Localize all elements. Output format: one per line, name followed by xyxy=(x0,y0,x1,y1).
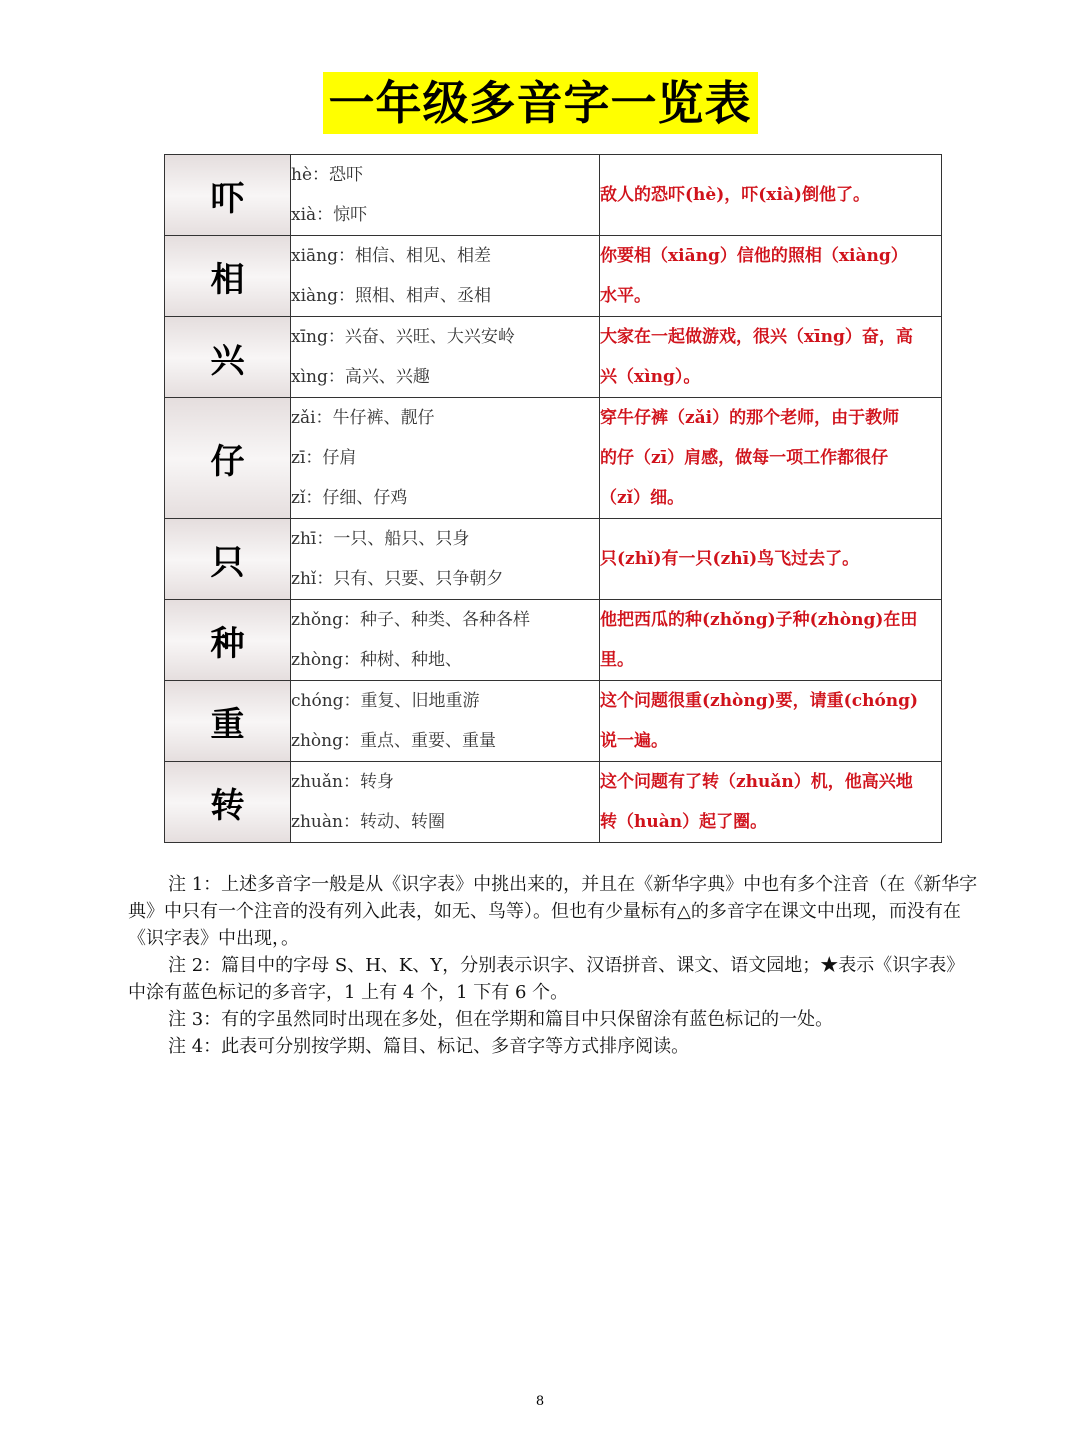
character-cell: 吓 xyxy=(165,155,291,236)
character-cell: 相 xyxy=(165,236,291,317)
sentence-line: 兴（xìng）。 xyxy=(600,367,701,387)
character-cell: 重 xyxy=(165,681,291,762)
notes-section xyxy=(128,871,978,1060)
example-sentence-cell xyxy=(600,155,942,236)
sentence-line: 敌人的恐吓(hè)，吓(xià)倒他了。 xyxy=(600,185,870,205)
example-sentence-cell xyxy=(600,600,942,681)
table-row xyxy=(165,236,942,317)
reading-line: zhǒng：种子、种类、各种各样 xyxy=(291,610,530,630)
sentence-line: 这个问题很重(zhòng)要，请重(chóng) xyxy=(600,691,919,711)
example-sentence-cell xyxy=(600,317,942,398)
sentence-line: 水平。 xyxy=(600,286,651,306)
sentence-line: 他把西瓜的种(zhǒng)子种(zhòng)在田 xyxy=(600,610,918,630)
note-3: 注 3：有的字虽然同时出现在多处，但在学期和篇目中只保留涂有蓝色标记的一处。 xyxy=(168,1009,834,1030)
reading-line: zhuàn：转动、转圈 xyxy=(291,812,445,832)
reading-line: zhòng：种树、种地、 xyxy=(291,650,462,670)
sentence-line: 的仔（zī）肩感，做每一项工作都很仔 xyxy=(600,448,889,468)
character-cell: 兴 xyxy=(165,317,291,398)
reading-line: xiāng：相信、相见、相差 xyxy=(291,246,491,266)
sentence-line: 穿牛仔裤（zǎi）的那个老师，由于教师 xyxy=(600,408,900,428)
reading-line: chóng：重复、旧地重游 xyxy=(291,691,480,711)
character-cell: 转 xyxy=(165,762,291,843)
page-title: 一年级多音字一览表 xyxy=(323,72,758,134)
reading-line: xìng：高兴、兴趣 xyxy=(291,367,430,387)
sentence-line: 你要相（xiāng）信他的照相（xiàng） xyxy=(600,246,908,266)
polyphone-table xyxy=(164,154,942,843)
reading-line: xià：惊吓 xyxy=(291,205,368,225)
example-sentence-cell xyxy=(600,236,942,317)
readings-cell xyxy=(291,398,600,519)
reading-line: zhī：一只、船只、只身 xyxy=(291,529,470,549)
reading-line: hè：恐吓 xyxy=(291,165,364,185)
reading-line: xīng：兴奋、兴旺、大兴安岭 xyxy=(291,327,515,347)
table-row xyxy=(165,398,942,519)
note-4: 注 4：此表可分别按学期、篇目、标记、多音字等方式排序阅读。 xyxy=(168,1036,690,1057)
reading-line: zhǐ：只有、只要、只争朝夕 xyxy=(291,569,504,589)
sentence-line: 说一遍。 xyxy=(600,731,668,751)
table-row xyxy=(165,600,942,681)
table-row xyxy=(165,681,942,762)
sentence-line: 只(zhǐ)有一只(zhī)鸟飞过去了。 xyxy=(600,549,860,569)
reading-line: zhuǎn：转身 xyxy=(291,772,394,792)
note-2: 注 2：篇目中的字母 S、H、K、Y，分别表示识字、汉语拼音、课文、语文园地；★表示《识字表》中涂有蓝色标记的多音字，1 上有 4 个，1 下有 6 个。 xyxy=(128,955,965,1003)
reading-line: zǐ：仔细、仔鸡 xyxy=(291,488,408,508)
example-sentence-cell xyxy=(600,519,942,600)
title-wrapper xyxy=(0,72,1080,134)
readings-cell xyxy=(291,600,600,681)
sentence-line: （zǐ）细。 xyxy=(600,488,685,508)
example-sentence-cell xyxy=(600,681,942,762)
table-row xyxy=(165,317,942,398)
page-number: 8 xyxy=(535,1394,545,1409)
character-cell: 种 xyxy=(165,600,291,681)
reading-line: zhòng：重点、重要、重量 xyxy=(291,731,496,751)
readings-cell xyxy=(291,762,600,843)
example-sentence-cell xyxy=(600,762,942,843)
readings-cell xyxy=(291,155,600,236)
character-cell: 仔 xyxy=(165,398,291,519)
readings-cell xyxy=(291,236,600,317)
sentence-line: 里。 xyxy=(600,650,634,670)
sentence-line: 这个问题有了转（zhuǎn）机，他高兴地 xyxy=(600,772,913,792)
table-row xyxy=(165,155,942,236)
readings-cell xyxy=(291,519,600,600)
reading-line: zī：仔肩 xyxy=(291,448,357,468)
reading-line: zǎi：牛仔裤、靓仔 xyxy=(291,408,435,428)
readings-cell xyxy=(291,317,600,398)
table-row xyxy=(165,762,942,843)
sentence-line: 转（huàn）起了圈。 xyxy=(600,812,768,832)
character-cell: 只 xyxy=(165,519,291,600)
note-1: 注 1：上述多音字一般是从《识字表》中挑出来的，并且在《新华字典》中也有多个注音（在《新华字典》中只有一个注音的没有列入此表，如无、鸟等）。但也有少量标有△的多音字在课文中出现，而没有在《识字表》中出现，。 xyxy=(128,874,978,949)
example-sentence-cell xyxy=(600,398,942,519)
reading-line: xiàng：照相、相声、丞相 xyxy=(291,286,491,306)
readings-cell xyxy=(291,681,600,762)
table-row xyxy=(165,519,942,600)
sentence-line: 大家在一起做游戏，很兴（xīng）奋，高 xyxy=(600,327,913,347)
